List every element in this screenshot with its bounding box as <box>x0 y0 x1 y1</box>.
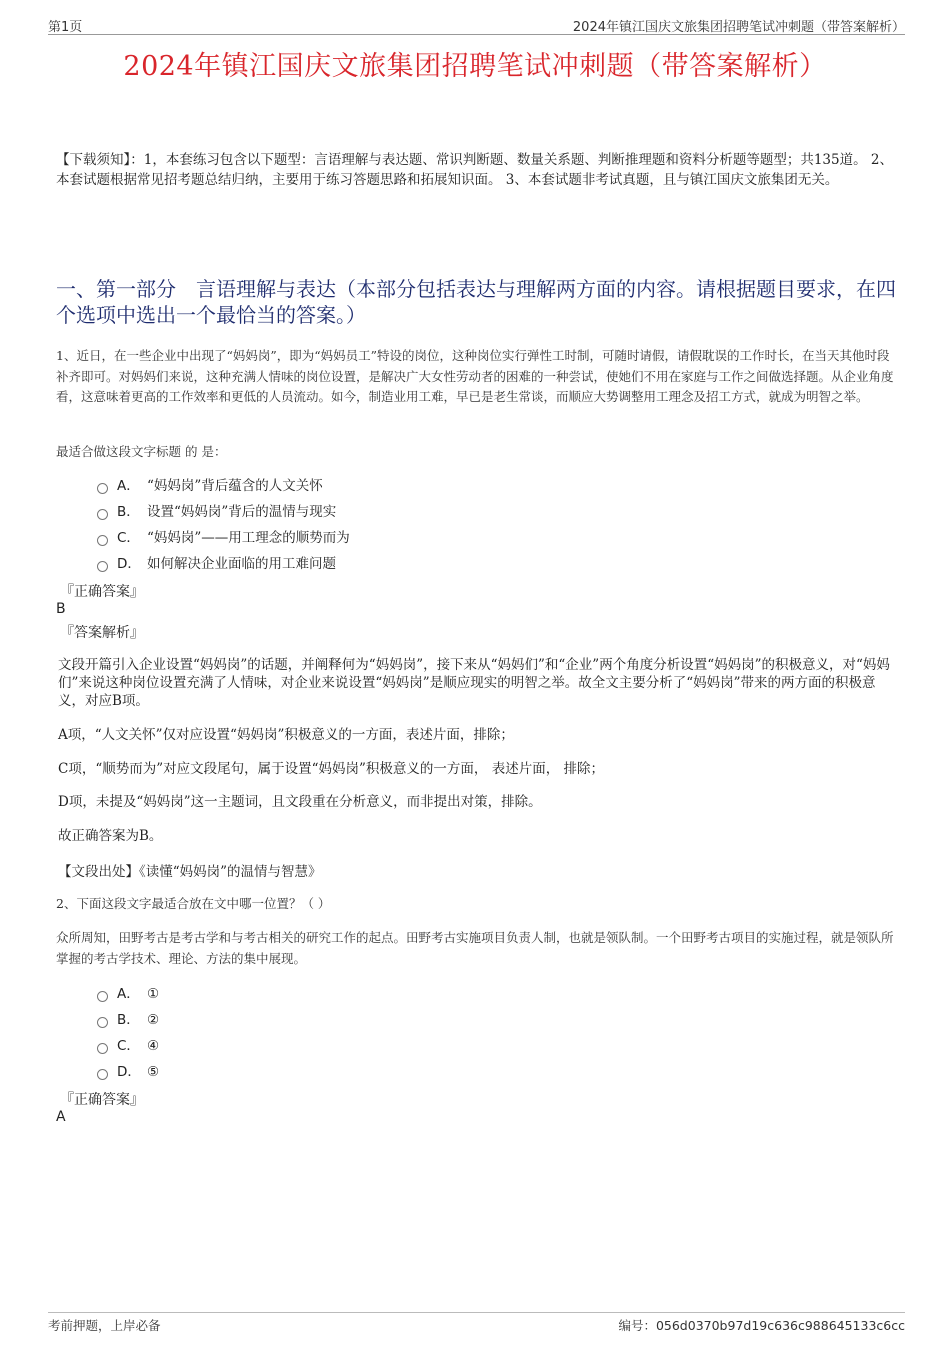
radio-icon[interactable] <box>97 509 108 520</box>
radio-icon[interactable] <box>97 483 108 494</box>
footer-code-value: 056d0370b97d19c636c988645133c6cc <box>655 1318 905 1333</box>
q2-answer: A <box>56 1109 66 1125</box>
q1-option-c[interactable]: C． “妈妈岗”——用工理念的顺势而为 <box>97 525 350 551</box>
radio-icon[interactable] <box>97 561 108 572</box>
document-title: 2024年镇江国庆文旅集团招聘笔试冲刺题（带答案解析） <box>123 51 827 82</box>
q1-source: 【文段出处】《读懂“妈妈岗”的温情与智慧》 <box>58 864 322 880</box>
radio-icon[interactable] <box>97 1043 108 1054</box>
footer-code <box>618 1316 905 1334</box>
page-header <box>48 14 905 35</box>
page-footer <box>48 1312 905 1333</box>
q2-option-d[interactable]: D． ⑤ <box>97 1059 159 1085</box>
q2-option-c[interactable]: C． ④ <box>97 1033 159 1059</box>
q1-option-d[interactable]: D． 如何解决企业面临的用工难问题 <box>97 551 350 577</box>
radio-icon[interactable] <box>97 991 108 1002</box>
q2-passage: 众所周知，田野考古是考古学和与考古相关的研究工作的起点。田野考古实施项目负责人制，也就是领队制。一个田野考古项目的实施过程，就是领队所掌握的考古学技术、理论、方法的集中展现。 <box>56 930 894 966</box>
radio-icon[interactable] <box>97 1069 108 1080</box>
q2-option-a[interactable]: A． ① <box>97 981 159 1007</box>
q1-analysis-paragraph: D项，未提及“妈妈岗”这一主题词，且文段重在分析意义，而非提出对策，排除。 <box>58 794 542 810</box>
q2-question: 2、下面这段文字最适合放在文中哪一位置？（ ） <box>56 896 331 911</box>
section-heading: 一、第一部分 言语理解与表达（本部分包括表达与理解两方面的内容。请根据题目要求，在四个选项中选出一个最恰当的答案。） <box>56 277 896 327</box>
q1-analysis-label: 『答案解析』 <box>60 625 144 641</box>
q1-passage: 1、近日，在一些企业中出现了“妈妈岗”，即为“妈妈员工”特设的岗位，这种岗位实行弹性工时制，可随时请假，请假耽误的工作时长，在当天其他时段补齐即可。对妈妈们来说，这种充满人情味的岗位设置，是解决广大女性劳动者的困难的一种尝试，使她们不用在家庭与工作之间做选择题。从企业角度看，这意味着更高的工作效率和更低的人员流动。如今，制造业用工难，早已是老生常谈，而顺应大势调整用工理念及招工方式，就成为明智之举。 <box>56 348 894 404</box>
radio-icon[interactable] <box>97 1017 108 1028</box>
footer-code-label: 编号： <box>618 1318 656 1333</box>
q1-analysis-paragraph: 文段开篇引入企业设置“妈妈岗”的话题，并阐释何为“妈妈岗”，接下来从“妈妈们”和“企业”两个角度分析设置“妈妈岗”的积极意义，对“妈妈们”来说这种岗位设置充满了人情味，对企业来说设置“妈妈岗”是顺应现实的明智之举。故全文主要分析了“妈妈岗”带来的两方面的积极意义，对应B项。 <box>58 657 890 709</box>
q1-analysis-conclusion: 故正确答案为B。 <box>58 828 163 844</box>
q1-options <box>97 473 350 577</box>
q1-answer-label: 『正确答案』 <box>60 584 144 600</box>
q1-analysis-paragraph: C项，“顺势而为”对应文段尾句，属于设置“妈妈岗”积极意义的一方面， 表述片面， 排除； <box>58 761 605 777</box>
q2-options <box>97 981 159 1085</box>
header-doc-title: 2024年镇江国庆文旅集团招聘笔试冲刺题（带答案解析） <box>572 20 905 35</box>
radio-icon[interactable] <box>97 535 108 546</box>
download-notice: 【下载须知】：1，本套练习包含以下题型：言语理解与表达题、常识判断题、数量关系题、判断推理题和资料分析题等题型；共135道。 2、本套试题根据常见招考题总结归纳，主要用于练习答题思路和拓展知识面。 3、本套试题非考试真题，且与镇江国庆文旅集团无关。 <box>56 152 893 188</box>
q1-answer: B <box>56 601 66 617</box>
q1-option-b[interactable]: B． 设置“妈妈岗”背后的温情与现实 <box>97 499 350 525</box>
q2-option-b[interactable]: B． ② <box>97 1007 159 1033</box>
q1-option-a[interactable]: A． “妈妈岗”背后蕴含的人文关怀 <box>97 473 350 499</box>
q1-question: 最适合做这段文字标题 的 是： <box>56 444 227 459</box>
page-number: 第1页 <box>48 20 83 35</box>
footer-slogan: 考前押题，上岸必备 <box>48 1318 161 1333</box>
q1-analysis-paragraph: A项，“人文关怀”仅对应设置“妈妈岗”积极意义的一方面，表述片面，排除； <box>58 727 514 743</box>
q2-answer-label: 『正确答案』 <box>60 1092 144 1108</box>
